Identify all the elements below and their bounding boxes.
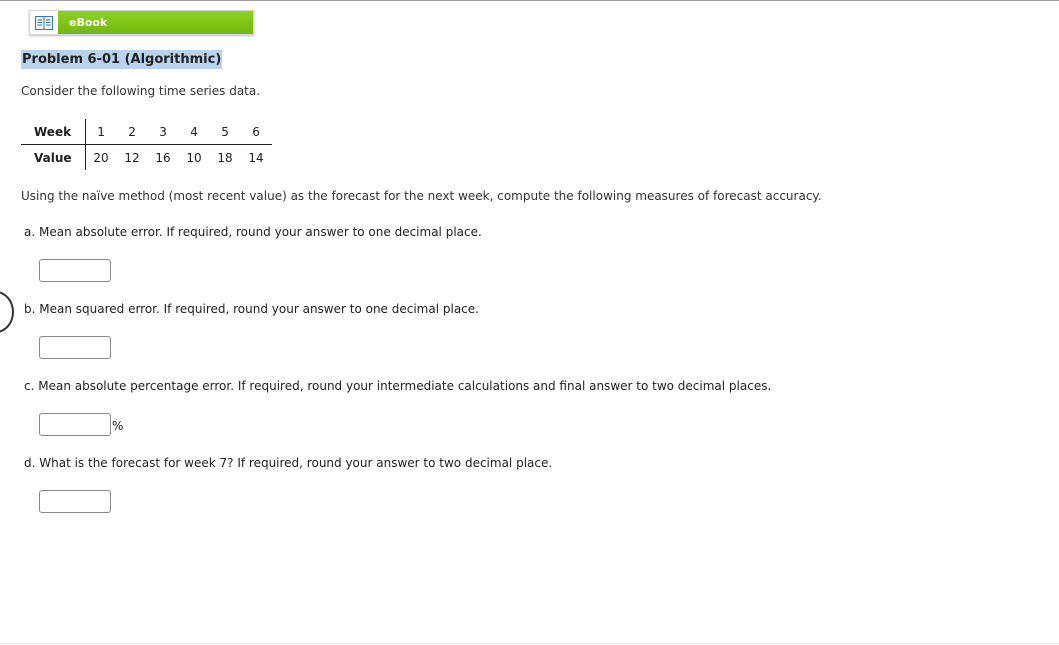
week-cell: 4	[179, 119, 210, 145]
answer-b-input[interactable]	[39, 336, 111, 359]
time-series-table	[21, 119, 272, 170]
value-cell: 20	[85, 145, 117, 171]
top-border	[0, 0, 1059, 1]
week-cell: 2	[117, 119, 148, 145]
instructions-text: Using the naïve method (most recent value) as the forecast for the next week, compute the following measures of forecast accuracy.	[21, 189, 822, 203]
value-cell: 16	[155, 150, 171, 165]
question-b-text: b. Mean squared error. If required, round your answer to one decimal place.	[24, 302, 479, 316]
problem-title: Problem 6-01 (Algorithmic)	[22, 52, 222, 67]
bottom-border	[0, 643, 1059, 644]
percent-unit: %	[112, 419, 124, 433]
value-cell: 14	[248, 150, 264, 165]
question-a-text: a. Mean absolute error. If required, round your answer to one decimal place.	[24, 225, 482, 239]
value-row	[21, 145, 272, 171]
answer-a-input[interactable]	[39, 259, 111, 282]
cursor-highlight	[0, 291, 14, 333]
value-cell: 12	[124, 150, 140, 165]
ebook-label: eBook	[69, 16, 108, 29]
ebook-bar[interactable]	[58, 11, 253, 34]
week-cell: 3	[148, 119, 179, 145]
value-cell: 10	[186, 150, 202, 165]
answer-c-input[interactable]	[39, 413, 111, 436]
week-header: Week	[21, 119, 85, 145]
value-header: Value	[34, 150, 72, 165]
book-icon	[30, 11, 58, 34]
question-c-text: c. Mean absolute percentage error. If required, round your intermediate calculations and final answer to two decimal places.	[24, 379, 772, 393]
week-cell: 1	[85, 119, 117, 145]
value-cell: 18	[217, 150, 233, 165]
intro-text: Consider the following time series data.	[21, 84, 261, 98]
week-cell: 6	[241, 119, 272, 145]
answer-d-input[interactable]	[39, 490, 111, 513]
week-cell: 5	[210, 119, 241, 145]
question-d-text: d. What is the forecast for week 7? If required, round your answer to two decimal place.	[24, 456, 553, 470]
week-row	[21, 119, 272, 145]
ebook-button[interactable]	[29, 10, 254, 35]
